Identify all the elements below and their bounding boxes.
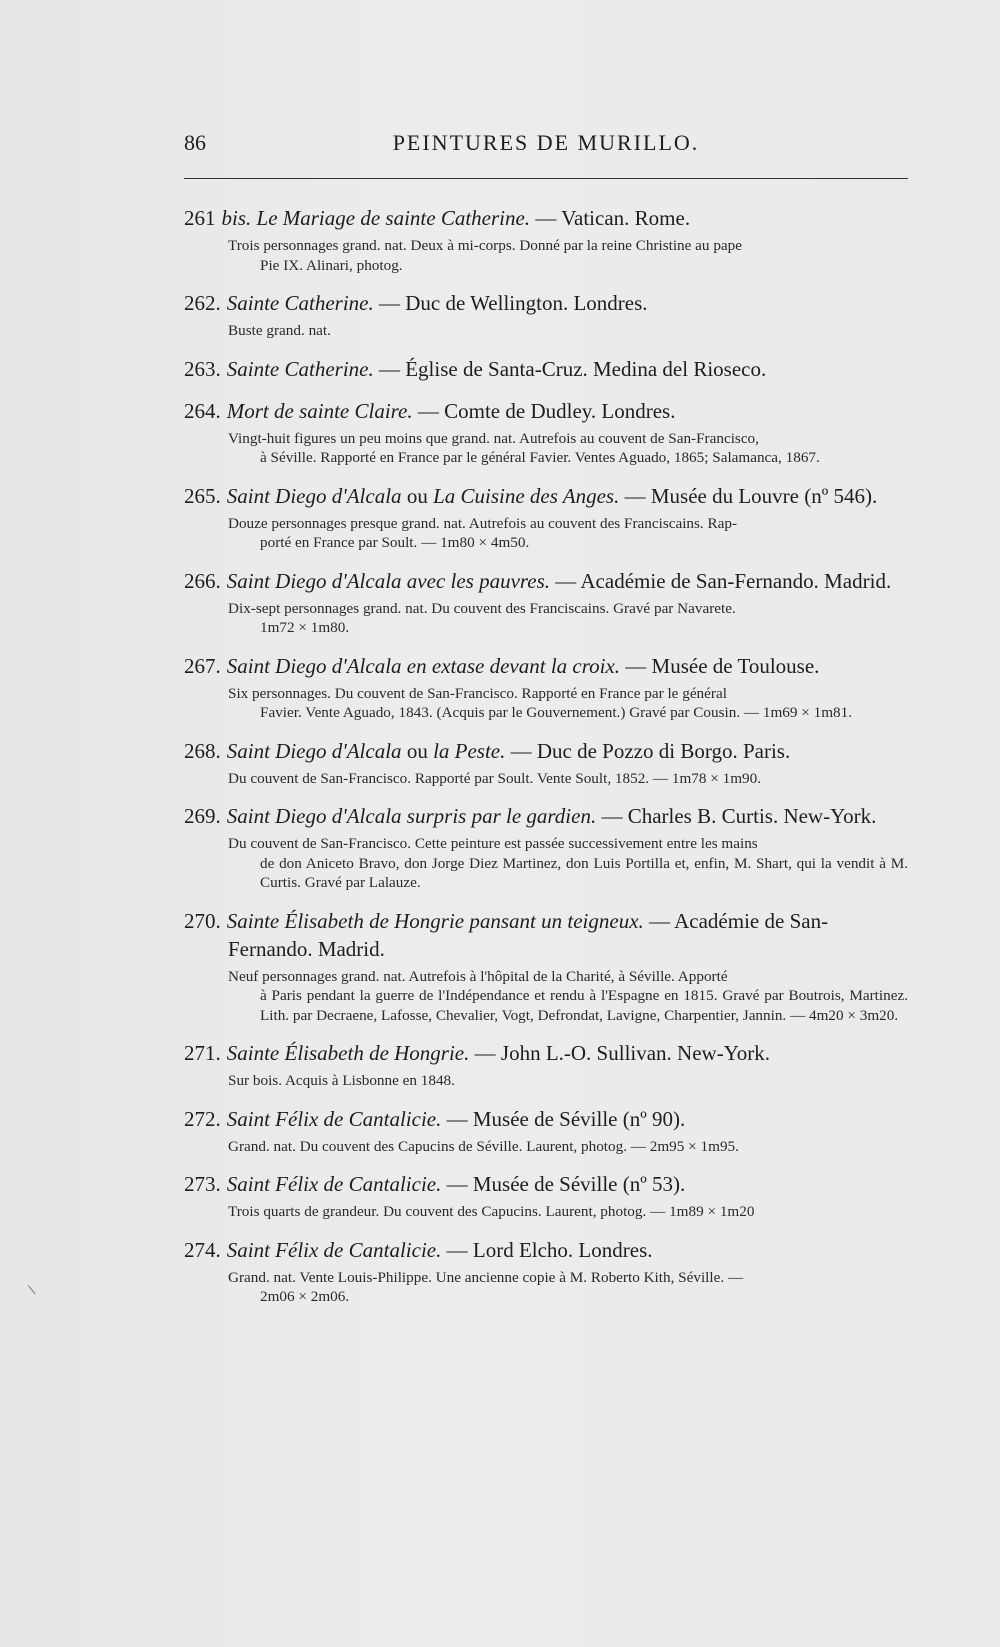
- note-first-line: Six personnages. Du couvent de San-Francisco. Rapporté en France par le général: [228, 684, 727, 702]
- note-first-line: Grand. nat. Du couvent des Capucins de Séville. Laurent, photog. — 2m95 × 1m95.: [228, 1137, 739, 1155]
- entry-note: [228, 321, 908, 341]
- note-continuation: 2m06 × 2m06.: [260, 1288, 350, 1305]
- entry-number: 261: [184, 206, 216, 230]
- entry-title: Sainte Élisabeth de Hongrie pansant un teigneux.: [226, 908, 644, 933]
- entry-heading: [184, 907, 908, 963]
- entry-heading: [184, 567, 908, 595]
- note-continuation: de don Aniceto Bravo, don Jorge Diez Martinez, don Luis Portilla et, enfin, M. Shart, qui la vendit à M. Curtis. Gravé par Lalauze.: [260, 854, 908, 891]
- entry-note: [228, 429, 908, 468]
- entry-title: Saint Félix de Cantalicie.: [226, 1106, 442, 1131]
- entry-bis: bis.: [221, 206, 252, 230]
- catalogue-entry: [184, 289, 908, 341]
- note-continuation: Favier. Vente Aguado, 1843. (Acquis par le Gouvernement.) Gravé par Cousin. — 1m69 × 1m81.: [260, 704, 853, 721]
- entry-title: Sainte Catherine.: [226, 356, 374, 381]
- catalogue-entry: [184, 355, 908, 383]
- entry-location: Duc de Pozzo di Borgo. Paris.: [536, 738, 791, 763]
- entry-number: 271.: [184, 1041, 221, 1065]
- entry-heading: [184, 204, 908, 232]
- note-first-line: Du couvent de San-Francisco. Cette peinture est passée successivement entre les mains: [228, 835, 758, 852]
- entry-alt-title: La Cuisine des Anges.: [433, 483, 620, 508]
- note-continuation: Pie IX. Alinari, photog.: [260, 256, 403, 274]
- catalogue-entry: [184, 737, 908, 789]
- note-continuation: 1m72 × 1m80.: [260, 619, 350, 636]
- note-first-line: Sur bois. Acquis à Lisbonne en 1848.: [228, 1072, 455, 1089]
- entry-heading: [184, 1170, 908, 1198]
- entry-separator: —: [619, 483, 651, 508]
- entry-separator: —: [441, 1172, 473, 1196]
- entry-separator: —: [441, 1237, 473, 1262]
- page-number: 86: [184, 130, 206, 155]
- entry-location: Église de Santa-Cruz. Medina del Rioseco.: [405, 356, 767, 381]
- entry-separator: —: [505, 738, 537, 763]
- catalogue-entry: [184, 1039, 908, 1091]
- entry-conjunction: ou: [401, 738, 434, 763]
- note-first-line: Trois personnages grand. nat. Deux à mi-corps. Donné par la reine Christine au pape: [228, 237, 742, 254]
- page-header: [184, 130, 908, 166]
- entry-location: Lord Elcho. Londres.: [472, 1237, 653, 1262]
- note-first-line: Vingt-huit figures un peu moins que grand. nat. Autrefois au couvent de San-Francisco,: [228, 429, 759, 447]
- catalogue-entry: [184, 652, 908, 723]
- entry-location: Musée du Louvre (nº 546).: [650, 483, 878, 508]
- entry-number: 269.: [184, 804, 221, 828]
- entry-number: 262.: [184, 291, 221, 315]
- entry-note: [228, 514, 908, 553]
- entry-heading: [184, 397, 908, 425]
- entry-separator: —: [550, 568, 581, 593]
- entry-title: Saint Diego d'Alcala: [226, 738, 402, 763]
- entry-heading: [184, 482, 908, 510]
- entry-title: Saint Félix de Cantalicie.: [226, 1237, 442, 1262]
- entry-number: 274.: [184, 1237, 221, 1262]
- margin-mark: \: [27, 1281, 38, 1300]
- entry-number: 272.: [184, 1106, 221, 1131]
- entry-location: Vatican. Rome.: [561, 206, 691, 230]
- entry-title: Mort de sainte Claire.: [226, 398, 413, 423]
- catalogue-entry: [184, 907, 908, 1026]
- note-first-line: Trois quarts de grandeur. Du couvent des Capucins. Laurent, photog. — 1m89 × 1m20: [228, 1203, 755, 1220]
- catalogue-entry: [184, 397, 908, 468]
- entry-title: Saint Diego d'Alcala surpris par le gardien.: [226, 804, 597, 828]
- running-title: PEINTURES DE MURILLO.: [392, 130, 700, 155]
- entry-heading: [184, 1105, 908, 1133]
- entry-number: 273.: [184, 1172, 221, 1196]
- header-rule: [184, 178, 908, 179]
- entry-note: [228, 1071, 908, 1091]
- catalogue-entries: [184, 204, 908, 1307]
- entry-note: [228, 967, 908, 1026]
- catalogue-entry: [184, 204, 908, 275]
- entry-separator: —: [412, 398, 445, 423]
- entry-title: Sainte Catherine.: [226, 291, 374, 315]
- entry-location: Musée de Séville (nº 90).: [472, 1106, 686, 1131]
- note-first-line: Dix-sept personnages grand. nat. Du couvent des Franciscains. Gravé par Navarete.: [228, 599, 736, 617]
- entry-number: 263.: [184, 356, 221, 381]
- entry-number: 268.: [184, 738, 221, 763]
- entry-heading: [184, 802, 908, 830]
- catalogue-entry: [184, 1236, 908, 1307]
- entry-number: 264.: [184, 398, 221, 423]
- entry-title: Le Mariage de sainte Catherine.: [256, 206, 531, 230]
- entry-separator: —: [441, 1106, 473, 1131]
- entry-location: Comte de Dudley. Londres.: [444, 398, 676, 423]
- entry-heading: [184, 1236, 908, 1264]
- entry-number: 267.: [184, 653, 221, 678]
- entry-number: 270.: [184, 908, 221, 933]
- note-continuation: à Paris pendant la guerre de l'Indépendance et rendu à l'Espagne en 1815. Gravé par Boutrois, Martinez. Lith. par Decraene, Lafosse, Chevalier, Vogt, Defrondat, Lavigne, Charpentier, Jannin. — 4m20 × 3m20.: [260, 987, 908, 1024]
- entry-heading: [184, 289, 908, 317]
- entry-title: Sainte Élisabeth de Hongrie.: [226, 1041, 470, 1065]
- entry-note: [228, 1268, 908, 1307]
- catalogue-entry: [184, 1105, 908, 1157]
- entry-separator: —: [643, 908, 675, 933]
- entry-number: 265.: [184, 483, 221, 508]
- entry-heading: [184, 1039, 908, 1067]
- catalogue-entry: [184, 802, 908, 893]
- entry-separator: —: [620, 653, 652, 678]
- entry-note: [228, 684, 908, 723]
- entry-title: Saint Diego d'Alcala: [226, 483, 402, 508]
- entry-note: [228, 834, 908, 893]
- catalogue-entry: [184, 567, 908, 638]
- note-continuation: à Séville. Rapporté en France par le général Favier. Ventes Aguado, 1865; Salamanca, 1867.: [260, 449, 820, 466]
- entry-note: [228, 1137, 908, 1157]
- entry-note: [228, 236, 908, 275]
- note-continuation: porté en France par Soult. — 1m80 × 4m50.: [260, 534, 530, 551]
- entry-note: [228, 769, 908, 789]
- entry-title: Saint Diego d'Alcala avec les pauvres.: [226, 568, 551, 593]
- note-first-line: Neuf personnages grand. nat. Autrefois à l'hôpital de la Charité, à Séville. Apporté: [228, 967, 728, 985]
- entry-conjunction: ou: [401, 483, 434, 508]
- entry-title: Saint Diego d'Alcala en extase devant la croix.: [226, 653, 621, 678]
- entry-location: Musée de Séville (nº 53).: [472, 1172, 686, 1196]
- entry-location: Musée de Toulouse.: [651, 653, 820, 678]
- entry-location: Académie de San-Fernando. Madrid.: [228, 908, 829, 961]
- note-first-line: Buste grand. nat.: [228, 322, 331, 339]
- entry-separator: —: [596, 804, 628, 828]
- entry-location: Duc de Wellington. Londres.: [405, 291, 648, 315]
- entry-number: 266.: [184, 568, 221, 593]
- entry-location: John L.-O. Sullivan. New-York.: [500, 1041, 771, 1065]
- note-first-line: Grand. nat. Vente Louis-Philippe. Une ancienne copie à M. Roberto Kith, Séville. —: [228, 1268, 744, 1286]
- entry-note: [228, 599, 908, 638]
- entry-heading: [184, 737, 908, 765]
- catalogue-entry: [184, 1170, 908, 1222]
- entry-separator: —: [530, 206, 562, 230]
- entry-alt-title: la Peste.: [433, 738, 506, 763]
- entry-title: Saint Félix de Cantalicie.: [226, 1172, 442, 1196]
- entry-heading: [184, 652, 908, 680]
- entry-location: Académie de San-Fernando. Madrid.: [580, 568, 892, 593]
- note-first-line: Du couvent de San-Francisco. Rapporté par Soult. Vente Soult, 1852. — 1m78 × 1m90.: [228, 769, 762, 787]
- entry-separator: —: [373, 291, 406, 315]
- entry-location: Charles B. Curtis. New-York.: [627, 804, 877, 828]
- entry-separator: —: [373, 356, 406, 381]
- note-first-line: Douze personnages presque grand. nat. Autrefois au couvent des Franciscains. Rap-: [228, 514, 738, 532]
- entry-separator: —: [469, 1041, 501, 1065]
- entry-heading: [184, 355, 908, 383]
- catalogue-entry: [184, 482, 908, 553]
- entry-note: [228, 1202, 908, 1222]
